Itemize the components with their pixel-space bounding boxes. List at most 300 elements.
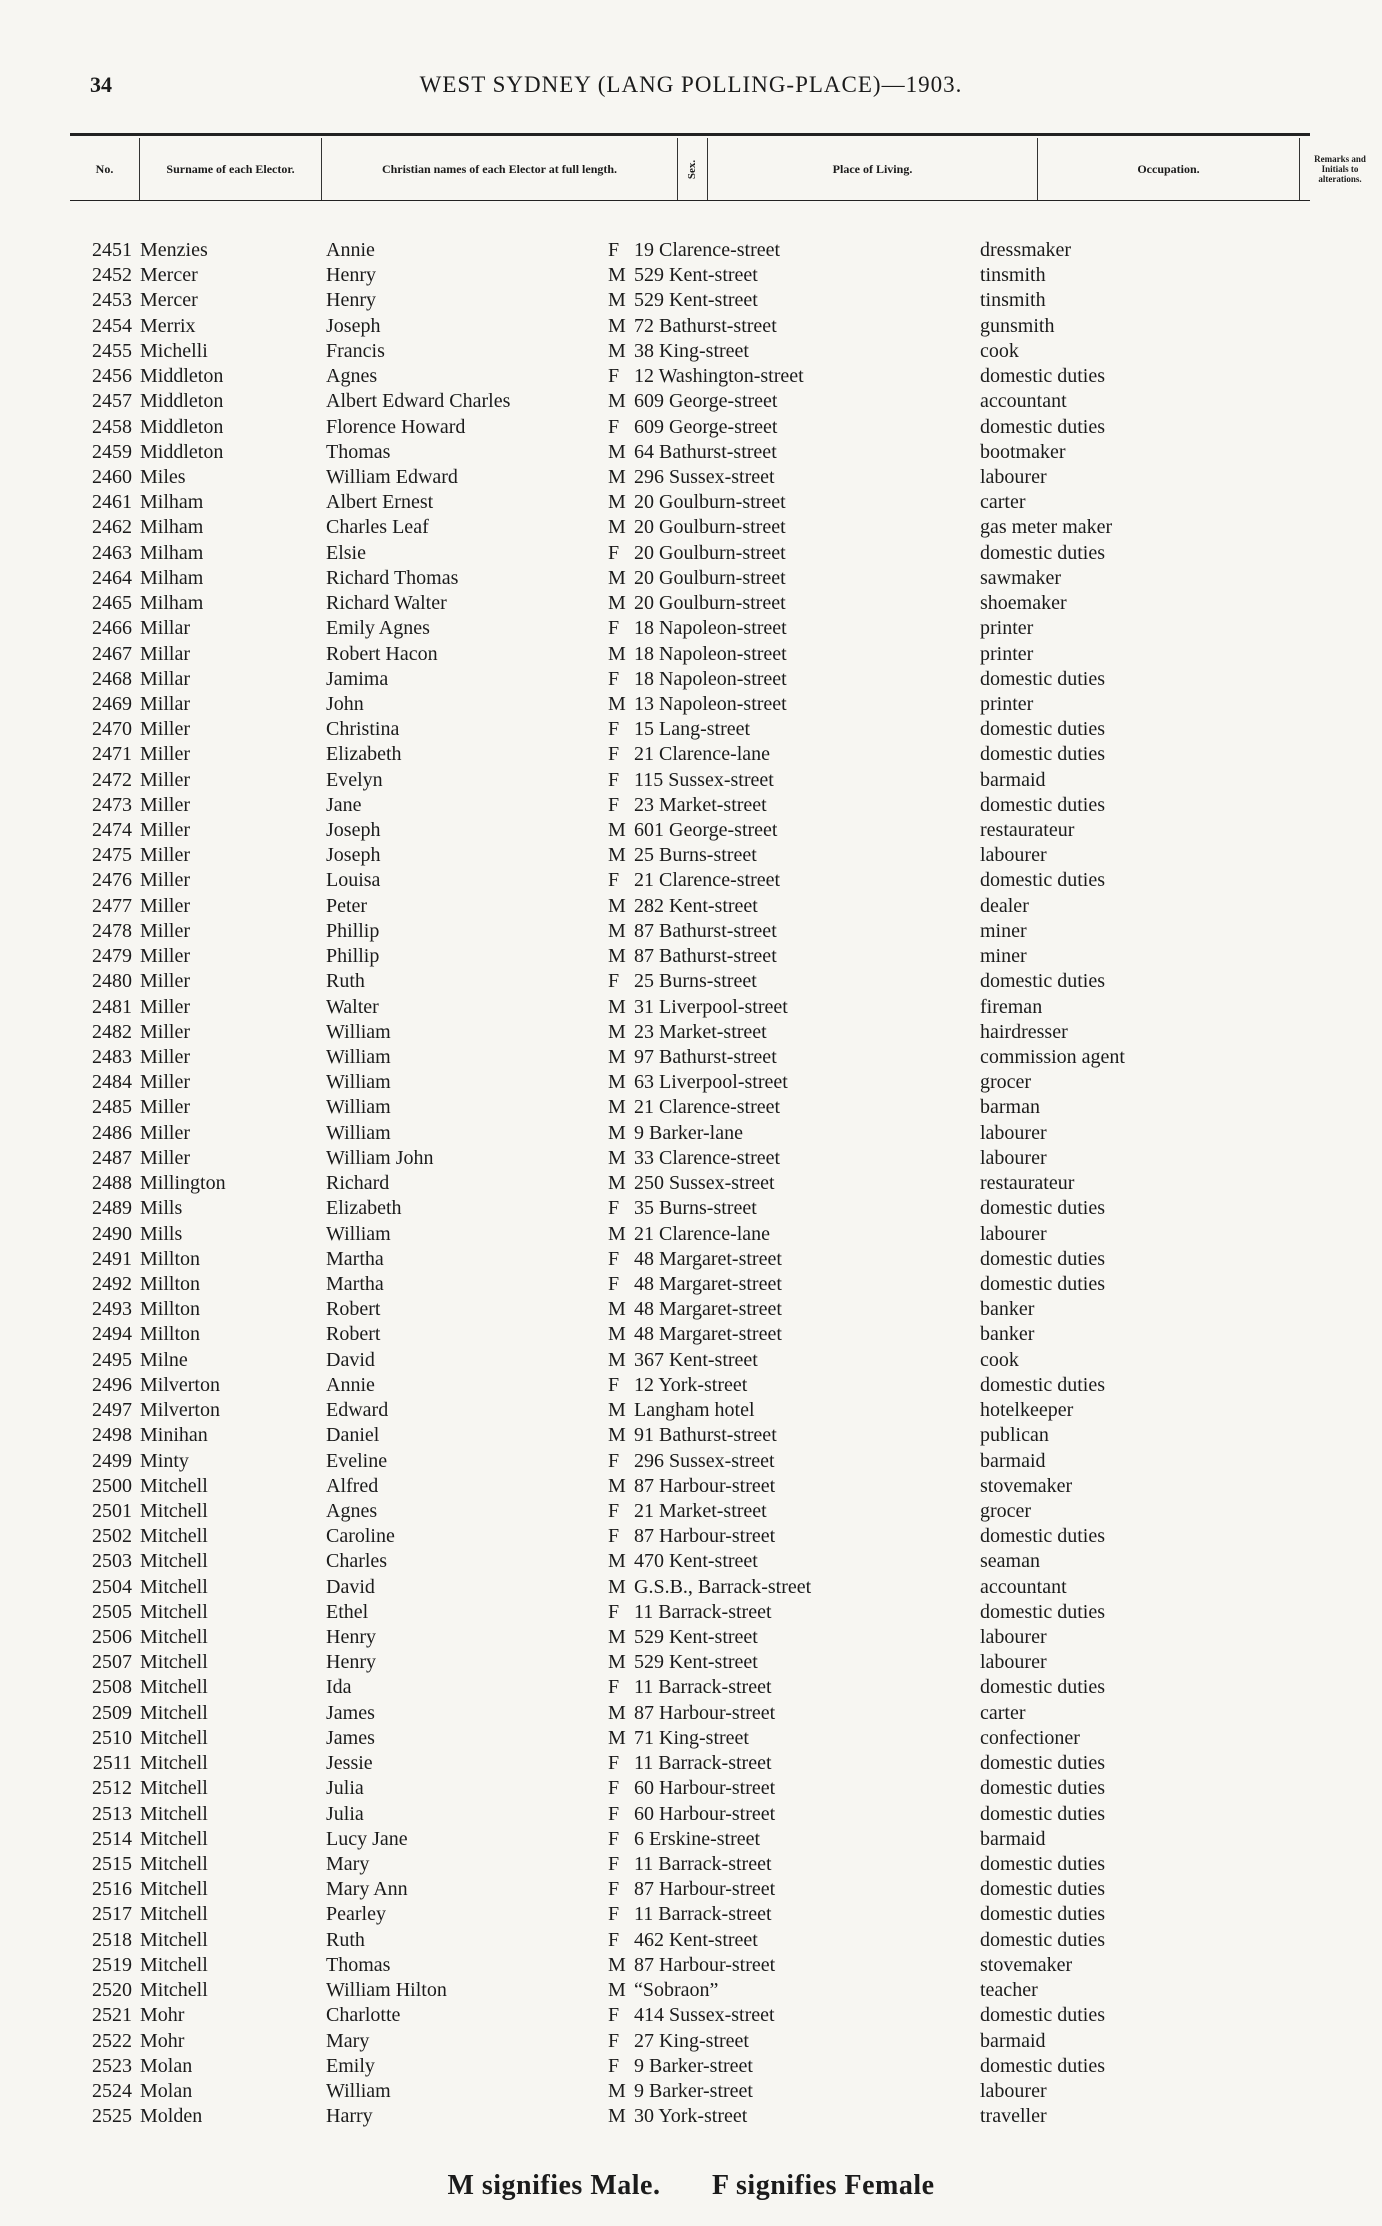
place-of-living: 13 Napoleon-street [634,692,787,715]
surname: Mitchell [140,1550,208,1573]
elector-number: 2521 [92,2004,132,2027]
place-of-living: 11 Barrack-street [634,1903,772,1926]
occupation: carter [980,1701,1026,1724]
surname: Mitchell [140,1701,208,1724]
christian-names: Pearley [326,1903,386,1926]
place-of-living: “Sobraon” [634,1979,719,2002]
sex: M [608,1172,626,1195]
sex: M [608,642,626,665]
christian-names: Phillip [326,945,380,968]
place-of-living: 21 Clarence-street [634,869,781,892]
table-row [0,919,1382,944]
occupation: tinsmith [980,289,1046,312]
elector-number: 2465 [92,592,132,615]
place-of-living: 20 Goulburn-street [634,541,786,564]
place-of-living: 529 Kent-street [634,1651,758,1674]
occupation: shoemaker [980,592,1067,615]
elector-number: 2510 [92,1726,132,1749]
surname: Miller [140,1046,190,1068]
occupation: domestic duties [980,1752,1105,1775]
surname: Middleton [140,390,224,413]
surname: Millton [140,1298,201,1321]
table-row [0,1726,1382,1751]
place-of-living: 282 Kent-street [634,894,758,917]
place-of-living: 87 Bathurst-street [634,945,777,968]
place-of-living: 18 Napoleon-street [634,667,787,690]
place-of-living: 48 Margaret-street [634,1247,782,1270]
surname: Molden [140,2105,203,2128]
place-of-living: 71 King-street [634,1726,749,1749]
table-row [0,1852,1382,1877]
surname: Miller [140,919,190,942]
table-row [0,1675,1382,1700]
sex: M [608,2105,626,2128]
christian-names: Elizabeth [326,1197,402,1220]
elector-number: 2517 [92,1903,132,1926]
place-of-living: G.S.B., Barrack-street [634,1575,812,1598]
place-of-living: 609 George-street [634,415,778,438]
occupation: dressmaker [980,239,1072,261]
sex: M [608,1146,626,1169]
page-number: 34 [90,72,112,97]
christian-names: Mary [326,1853,370,1875]
table-row [0,2003,1382,2028]
christian-names: William [326,2079,391,2102]
table-row [0,1827,1382,1852]
sex: M [608,945,626,968]
table-row [0,1575,1382,1600]
elector-number: 2486 [92,1121,132,1144]
table-row [0,339,1382,364]
elector-number: 2477 [92,894,132,917]
surname: Millar [140,692,190,715]
elector-number: 2453 [92,289,132,312]
elector-number: 2489 [92,1197,132,1220]
christian-names: Alfred [326,1474,379,1497]
christian-names: Henry [326,264,376,287]
place-of-living: 12 Washington-street [634,365,804,388]
place-of-living: 19 Clarence-street [634,239,781,261]
occupation: dealer [980,894,1029,917]
elector-number: 2509 [92,1701,132,1724]
elector-number: 2516 [92,1878,132,1901]
surname: Millar [140,642,190,665]
sex: F [608,1247,620,1270]
table-row [0,1222,1382,1247]
surname: Miller [140,1121,190,1144]
sex: F [608,415,620,438]
christian-names: Mary Ann [326,1878,408,1901]
christian-names: William Hilton [326,1979,447,2002]
table-row [0,364,1382,389]
christian-names: William [326,1071,391,1094]
place-of-living: 601 George-street [634,819,778,842]
occupation: domestic duties [980,2054,1105,2077]
christian-names: William [326,1046,391,1068]
christian-names: Joseph [326,314,381,337]
surname: Menzies [140,239,208,261]
sex: F [608,1903,620,1926]
table-row [0,1902,1382,1927]
table-row [0,1045,1382,1070]
table-row [0,692,1382,717]
table-row [0,1600,1382,1625]
place-of-living: 21 Clarence-lane [634,1222,771,1245]
table-row [0,1701,1382,1726]
place-of-living: 12 York-street [634,1373,748,1396]
sex: M [608,1651,626,1674]
place-of-living: 48 Margaret-street [634,1323,782,1346]
surname: Mitchell [140,1651,208,1674]
elector-number: 2507 [92,1651,132,1674]
place-of-living: 15 Lang-street [634,718,751,741]
christian-names: Agnes [326,1499,378,1522]
christian-names: Richard Thomas [326,566,459,589]
table-row [0,969,1382,994]
christian-names: Edward [326,1399,389,1422]
christian-names: William [326,1222,391,1245]
occupation: hotelkeeper [980,1399,1074,1422]
place-of-living: 9 Barker-street [634,2054,753,2077]
table-row [0,793,1382,818]
table-row [0,742,1382,767]
surname: Mitchell [140,1802,208,1825]
elector-number: 2485 [92,1096,132,1119]
place-of-living: 87 Harbour-street [634,1878,776,1901]
table-row [0,288,1382,313]
christian-names: Charlotte [326,2004,401,2027]
surname: Mitchell [140,1474,208,1497]
christian-names: Henry [326,1626,376,1649]
occupation: domestic duties [980,1600,1105,1623]
place-of-living: 529 Kent-street [634,264,758,287]
surname: Millar [140,667,190,690]
elector-number: 2461 [92,491,132,514]
surname: Mitchell [140,1777,208,1800]
table-row [0,642,1382,667]
place-of-living: 87 Harbour-street [634,1701,776,1724]
occupation: domestic duties [980,1802,1105,1825]
table-row [0,1297,1382,1322]
occupation: printer [980,617,1034,640]
place-of-living: 30 York-street [634,2105,748,2128]
table-row [0,2029,1382,2054]
col-occupation: Occupation. [1038,138,1300,200]
christian-names: Ida [326,1676,352,1699]
table-row [0,1020,1382,1045]
occupation: domestic duties [980,793,1105,816]
christian-names: Louisa [326,869,381,892]
table-row [0,894,1382,919]
table-row [0,1070,1382,1095]
occupation: labourer [980,1146,1047,1169]
occupation: cook [980,339,1019,362]
sex: F [608,1752,620,1775]
christian-names: Robert [326,1323,381,1346]
occupation: stovemaker [980,1953,1073,1976]
table-row [0,616,1382,641]
surname: Milham [140,516,204,539]
sex: F [608,1827,620,1850]
christian-names: Daniel [326,1424,380,1447]
elector-number: 2460 [92,465,132,488]
place-of-living: 20 Goulburn-street [634,516,786,539]
place-of-living: 367 Kent-street [634,1348,758,1371]
surname: Millton [140,1247,201,1270]
elector-number: 2469 [92,692,132,715]
elector-number: 2452 [92,264,132,287]
occupation: carter [980,491,1026,514]
elector-number: 2457 [92,390,132,413]
place-of-living: 21 Market-street [634,1499,767,1522]
place-of-living: 87 Bathurst-street [634,919,777,942]
place-of-living: 115 Sussex-street [634,768,774,791]
christian-names: Thomas [326,1953,391,1976]
christian-names: Elsie [326,541,366,564]
elector-number: 2476 [92,869,132,892]
col-sex: Sex. [678,138,708,200]
christian-names: David [326,1575,375,1598]
footer-legend [0,2170,1382,2202]
place-of-living: 250 Sussex-street [634,1172,775,1195]
christian-names: Henry [326,1651,376,1674]
place-of-living: 470 Kent-street [634,1550,758,1573]
elector-number: 2515 [92,1853,132,1875]
elector-number: 2481 [92,995,132,1018]
christian-names: Agnes [326,365,378,388]
occupation: domestic duties [980,1878,1105,1901]
surname: Millton [140,1272,201,1295]
col-remarks: Remarks and Initials to alterations. [1314,154,1366,184]
table-row [0,1524,1382,1549]
place-of-living: 35 Burns-street [634,1197,757,1220]
christian-names: David [326,1348,375,1371]
elector-number: 2499 [92,1449,132,1472]
christian-names: William Edward [326,465,458,488]
occupation: domestic duties [980,869,1105,892]
elector-number: 2513 [92,1802,132,1825]
sex: F [608,365,620,388]
place-of-living: 87 Harbour-street [634,1525,776,1548]
table-row [0,2079,1382,2104]
place-of-living: 60 Harbour-street [634,1802,776,1825]
occupation: barmaid [980,1827,1046,1850]
elector-number: 2456 [92,365,132,388]
sex: M [608,1626,626,1649]
place-of-living: 21 Clarence-street [634,1096,781,1119]
surname: Milham [140,491,204,514]
sex: M [608,1399,626,1422]
place-of-living: 11 Barrack-street [634,1752,772,1775]
sex: F [608,1853,620,1875]
occupation: labourer [980,2079,1047,2102]
sex: M [608,819,626,842]
sex: M [608,1298,626,1321]
occupation: domestic duties [980,970,1105,993]
table-row [0,717,1382,742]
occupation: domestic duties [980,1272,1105,1295]
elector-number: 2459 [92,440,132,463]
surname: Miller [140,768,190,791]
elector-number: 2496 [92,1373,132,1396]
occupation: tinsmith [980,264,1046,287]
place-of-living: 529 Kent-street [634,1626,758,1649]
place-of-living: 25 Burns-street [634,970,757,993]
sex: M [608,1953,626,1976]
elector-number: 2482 [92,1020,132,1043]
table-row [0,1751,1382,1776]
surname: Miller [140,743,190,766]
sex: M [608,1701,626,1724]
table-row [0,263,1382,288]
occupation: labourer [980,1222,1047,1245]
surname: Millton [140,1323,201,1346]
occupation: bootmaker [980,440,1066,463]
christian-names: Annie [326,239,375,261]
occupation: domestic duties [980,743,1105,766]
sex: M [608,1222,626,1245]
elector-number: 2500 [92,1474,132,1497]
sex: M [608,1323,626,1346]
elector-number: 2458 [92,415,132,438]
surname: Mitchell [140,1676,208,1699]
table-row [0,1877,1382,1902]
surname: Merrix [140,314,196,337]
christian-names: James [326,1726,375,1749]
table-row [0,541,1382,566]
sex: F [608,1525,620,1548]
christian-names: Caroline [326,1525,395,1548]
christian-names: Martha [326,1272,384,1295]
place-of-living: 11 Barrack-street [634,1600,772,1623]
sex: F [608,743,620,766]
elector-number: 2451 [92,239,132,261]
christian-names: Martha [326,1247,384,1270]
place-of-living: 91 Bathurst-street [634,1424,777,1447]
surname: Milverton [140,1399,220,1422]
occupation: barman [980,1096,1040,1119]
place-of-living: 25 Burns-street [634,844,757,867]
table-row [0,415,1382,440]
surname: Miller [140,793,190,816]
elector-number: 2505 [92,1600,132,1623]
sex: M [608,314,626,337]
sex: M [608,1424,626,1447]
occupation: seaman [980,1550,1040,1573]
elector-number: 2495 [92,1348,132,1371]
occupation: domestic duties [980,1928,1105,1951]
male-legend: M signifies Male. [447,2170,661,2201]
sex: F [608,2004,620,2027]
occupation: fireman [980,995,1043,1018]
table-row [0,1373,1382,1398]
occupation: accountant [980,1575,1067,1598]
place-of-living: 33 Clarence-street [634,1146,781,1169]
christian-names: Albert Edward Charles [326,390,511,413]
sex: M [608,1121,626,1144]
elector-number: 2478 [92,919,132,942]
table-row [0,1095,1382,1120]
occupation: gunsmith [980,314,1055,337]
elector-number: 2524 [92,2079,132,2102]
christian-names: Peter [326,894,368,917]
elector-number: 2503 [92,1550,132,1573]
surname: Minihan [140,1424,208,1447]
occupation: domestic duties [980,1903,1105,1926]
surname: Mitchell [140,1726,208,1749]
surname: Mitchell [140,1827,208,1850]
place-of-living: 20 Goulburn-street [634,491,786,514]
surname: Millington [140,1172,226,1195]
occupation: cook [980,1348,1019,1371]
sex: M [608,1575,626,1598]
surname: Mercer [140,289,198,312]
elector-number: 2522 [92,2029,132,2052]
place-of-living: 72 Bathurst-street [634,314,777,337]
christian-names: Walter [326,995,379,1018]
occupation: domestic duties [980,667,1105,690]
place-of-living: 296 Sussex-street [634,1449,775,1472]
page-title: WEST SYDNEY (LANG POLLING-PLACE)—1903. [419,72,963,97]
elector-number: 2501 [92,1499,132,1522]
elector-number: 2480 [92,970,132,993]
col-place: Place of Living. [708,138,1038,200]
elector-number: 2498 [92,1424,132,1447]
place-of-living: 20 Goulburn-street [634,566,786,589]
table-row [0,1776,1382,1801]
elector-number: 2462 [92,516,132,539]
christian-names: Julia [326,1802,364,1825]
occupation: gas meter maker [980,516,1113,539]
sex: F [608,2029,620,2052]
elector-number: 2525 [92,2105,132,2128]
christian-names: Jessie [326,1752,373,1775]
sex: F [608,793,620,816]
header-rule [70,133,1310,136]
christian-names: Ruth [326,1928,365,1951]
sex: F [608,718,620,741]
sex: F [608,1197,620,1220]
sex: F [608,1928,620,1951]
christian-names: Ruth [326,970,365,993]
christian-names: Christina [326,718,400,741]
sex: M [608,264,626,287]
elector-number: 2511 [92,1752,132,1775]
occupation: domestic duties [980,2004,1105,2027]
sex: M [608,390,626,413]
elector-number: 2454 [92,314,132,337]
sex: M [608,1979,626,2002]
place-of-living: 9 Barker-street [634,2079,753,2102]
place-of-living: 64 Bathurst-street [634,440,777,463]
sex: F [608,1777,620,1800]
christian-names: William John [326,1146,434,1169]
place-of-living: 296 Sussex-street [634,465,775,488]
sex: M [608,894,626,917]
surname: Millar [140,617,190,640]
table-row [0,1650,1382,1675]
occupation: barmaid [980,1449,1046,1472]
occupation: printer [980,642,1034,665]
christian-names: Francis [326,339,385,362]
place-of-living: 6 Erskine-street [634,1827,761,1850]
place-of-living: 20 Goulburn-street [634,592,786,615]
sex: F [608,768,620,791]
christian-names: Lucy Jane [326,1827,408,1850]
surname: Milham [140,566,204,589]
occupation: grocer [980,1071,1032,1094]
place-of-living: 11 Barrack-street [634,1853,772,1875]
